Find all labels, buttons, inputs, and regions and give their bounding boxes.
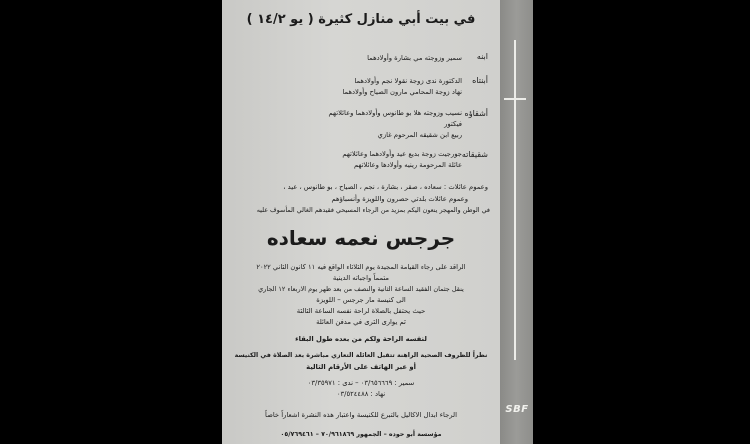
funeral-line: الى كنيسة مار جرجس – اللويزة: [316, 296, 406, 304]
relatives-line: وعموم عائلات : سعاده ، صقر ، بشارة ، نجم ، الصياح ، بو طانوس ، عيد ،: [283, 183, 488, 191]
funeral-line: الراقد على رجاء القيامة المجيدة يوم الثلاثاء الواقع فيه ١١ كانون الثاني ٢٠٢٢: [256, 263, 466, 271]
family-line: عائلة المرحومة رينيه وأولادها وعائلاتهم: [353, 161, 462, 169]
deceased-name: جرجس نعمه سعاده: [266, 226, 456, 250]
funeral-line: حيث يحتفل بالصلاة لراحة نفسه الساعة الثالثة: [296, 307, 426, 315]
funeral-line: ينقل جثمان الفقيد الساعة الثانية والنصف من بعد ظهر يوم الاربعاء ١٢ الجاري: [258, 285, 464, 293]
family-line: سمير وزوجته مي بشارة وأولادهما: [367, 54, 462, 62]
footer-line: مؤسسة أبو حوده – الجمهور ٧٠/٩٦١٨٦٩ – ٠٥/٧٦٩٤٦١: [280, 431, 442, 438]
relatives-line: وعموم عائلات بلدتي حصرون واللويزة وأنسباؤهم: [331, 195, 468, 203]
prayer-line: لنفسه الراحة ولكم من بعده طول البقاء: [295, 335, 427, 343]
label-brothers: أشقاؤه: [464, 109, 488, 118]
relatives-line: في الوطن والمهجر ينعون اليكم بمزيد من الرجاء المسيحي فقيدهم الغالي المأسوف عليه: [256, 206, 490, 214]
label-son: ابنه: [476, 52, 488, 61]
funeral-line: ثم يوارى الثرى في مدفن العائلة: [316, 318, 406, 326]
family-line: ربيع ابن شقيقه المرحوم غازي: [377, 131, 462, 139]
label-sisters: شقيقاته: [461, 150, 488, 159]
obituary-sheet: [222, 0, 500, 444]
side-band: [500, 0, 533, 444]
funeral-line: متمماً واجباته الدينية: [332, 274, 390, 282]
cross-icon: [514, 40, 516, 360]
sbf-mark: SBF: [505, 404, 529, 415]
family-line: الدكتورة ندى زوجة نقولا نجم وأولادهما: [354, 77, 462, 85]
family-line: جورجيت زوجة بديع عيد وأولادهما وعائلاتهم: [342, 150, 462, 158]
family-line: نهاد زوجة المحامي مارون الصياح وأولادهما: [342, 88, 462, 96]
phone-line: نهاد : ٠٣/٥٢٤٤٨٨: [336, 390, 386, 398]
notice-title: في بيت أبي منازل كثيرة ( يو ١٤/٢ ): [246, 12, 476, 27]
label-daughters: أبنتاه: [472, 76, 488, 85]
phone-line: سمير : ٠٣/٦٥٦٦٦٩ – ندى : ٠٣/٣٥٩٧١: [307, 379, 415, 387]
notice-line: أو عبر الهاتف على الأرقام التالية: [306, 363, 416, 371]
notice-line: نظراً للظروف الصحية الراهنة تتقبل العائلة التعازي مباشرة بعد الصلاة في الكنيسة: [234, 352, 488, 359]
cross-bar: [504, 98, 526, 100]
closing-line: الرجاء ابدال الاكاليل بالتبرع للكنيسة واعتبار هذه النشرة اشعاراً خاصاً: [265, 411, 457, 419]
family-line: نسيب وزوجته هلا بو طانوس وأولادهما وعائلاتهم: [328, 109, 462, 117]
family-line: فيكتور: [444, 120, 462, 128]
